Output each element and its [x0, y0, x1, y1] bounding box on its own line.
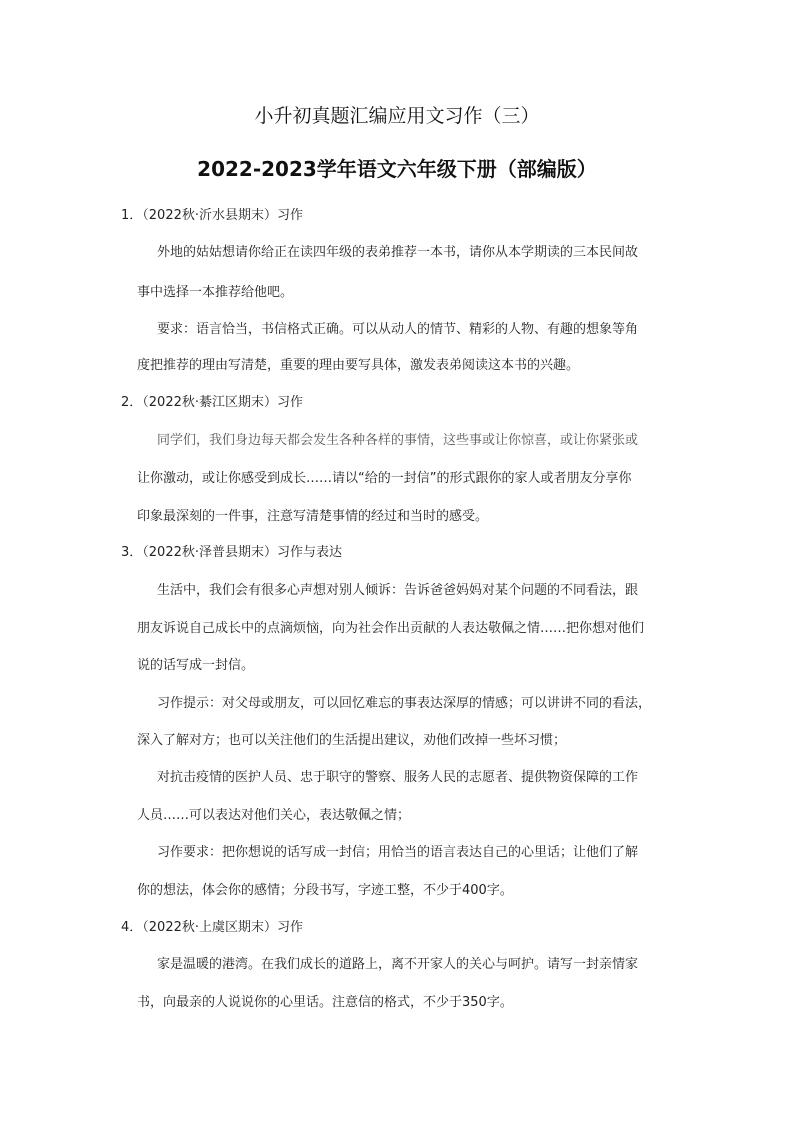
question-1-line: 度把推荐的理由写清楚，重要的理由要写具体，激发表弟阅读这本书的兴趣。: [137, 358, 580, 373]
question-1-line: 要求：语言恰当，书信格式正确。可以从动人的情节、精彩的人物、有趣的想象等角: [157, 322, 639, 337]
page-subtitle: 2022-2023学年语文六年级下册（部编版）: [197, 157, 597, 181]
question-3-line: 朋友诉说自己成长中的点滴烦恼，向为社会作出贡献的人表达敬佩之情……把你想对他们: [137, 621, 645, 636]
question-2-line: 同学们，我们身边每天都会发生各种各样的事情，这些事或让你惊喜，或让你紧张或: [157, 433, 639, 448]
question-3-line: 习作提示：对父母或朋友，可以回忆难忘的事表达深厚的情感；可以讲讲不同的看法，: [157, 696, 652, 711]
question-1-line: 外地的姑姑想请你给正在读四年级的表弟推荐一本书，请你从本学期读的三本民间故: [157, 245, 639, 260]
question-1-line: 事中选择一本推荐给他吧。: [137, 285, 294, 300]
question-3-line: 说的话写成一封信。: [137, 658, 255, 673]
question-4-line: 家是温暖的港湾。在我们成长的道路上，离不开家人的关心与呵护。请写一封亲情家: [157, 957, 639, 972]
question-3-line: 习作要求：把你想说的话写成一封信；用恰当的语言表达自己的心里话；让他们了解: [157, 845, 639, 860]
page-title: 小升初真题汇编应用文习作（三）: [254, 105, 540, 127]
question-4-line: 书，向最亲的人说说你的心里话。注意信的格式，不少于350字。: [137, 995, 513, 1010]
question-2-line: 印象最深刻的一件事，注意写清楚事情的经过和当时的感受。: [137, 509, 489, 524]
question-2-line: 让你激动，或让你感受到成长……请以“给的一封信”的形式跟你的家人或者朋友分享你: [137, 471, 632, 486]
question-3-heading: 3．（2022秋·泽普县期末）习作与表达: [121, 545, 342, 560]
question-2-heading: 2．（2022秋·綦江区期末）习作: [121, 395, 303, 410]
question-3-line: 人员……可以表达对他们关心，表达敬佩之情；: [137, 808, 411, 823]
question-1-heading: 1．（2022秋·沂水县期末）习作: [121, 208, 303, 223]
question-3-line: 深入了解对方；也可以关注他们的生活提出建议，劝他们改掉一些坏习惯；: [137, 733, 567, 748]
question-3-line: 生活中，我们会有很多心声想对别人倾诉：告诉爸爸妈妈对某个问题的不同看法，跟: [157, 583, 639, 598]
question-3-line: 你的想法，体会你的感情；分段书写，字迹工整，不少于400字。: [137, 883, 513, 898]
question-4-heading: 4．（2022秋·上虞区期末）习作: [121, 920, 303, 935]
question-3-line: 对抗击疫情的医护人员、忠于职守的警察、服务人民的志愿者、提供物资保障的工作: [157, 770, 639, 785]
